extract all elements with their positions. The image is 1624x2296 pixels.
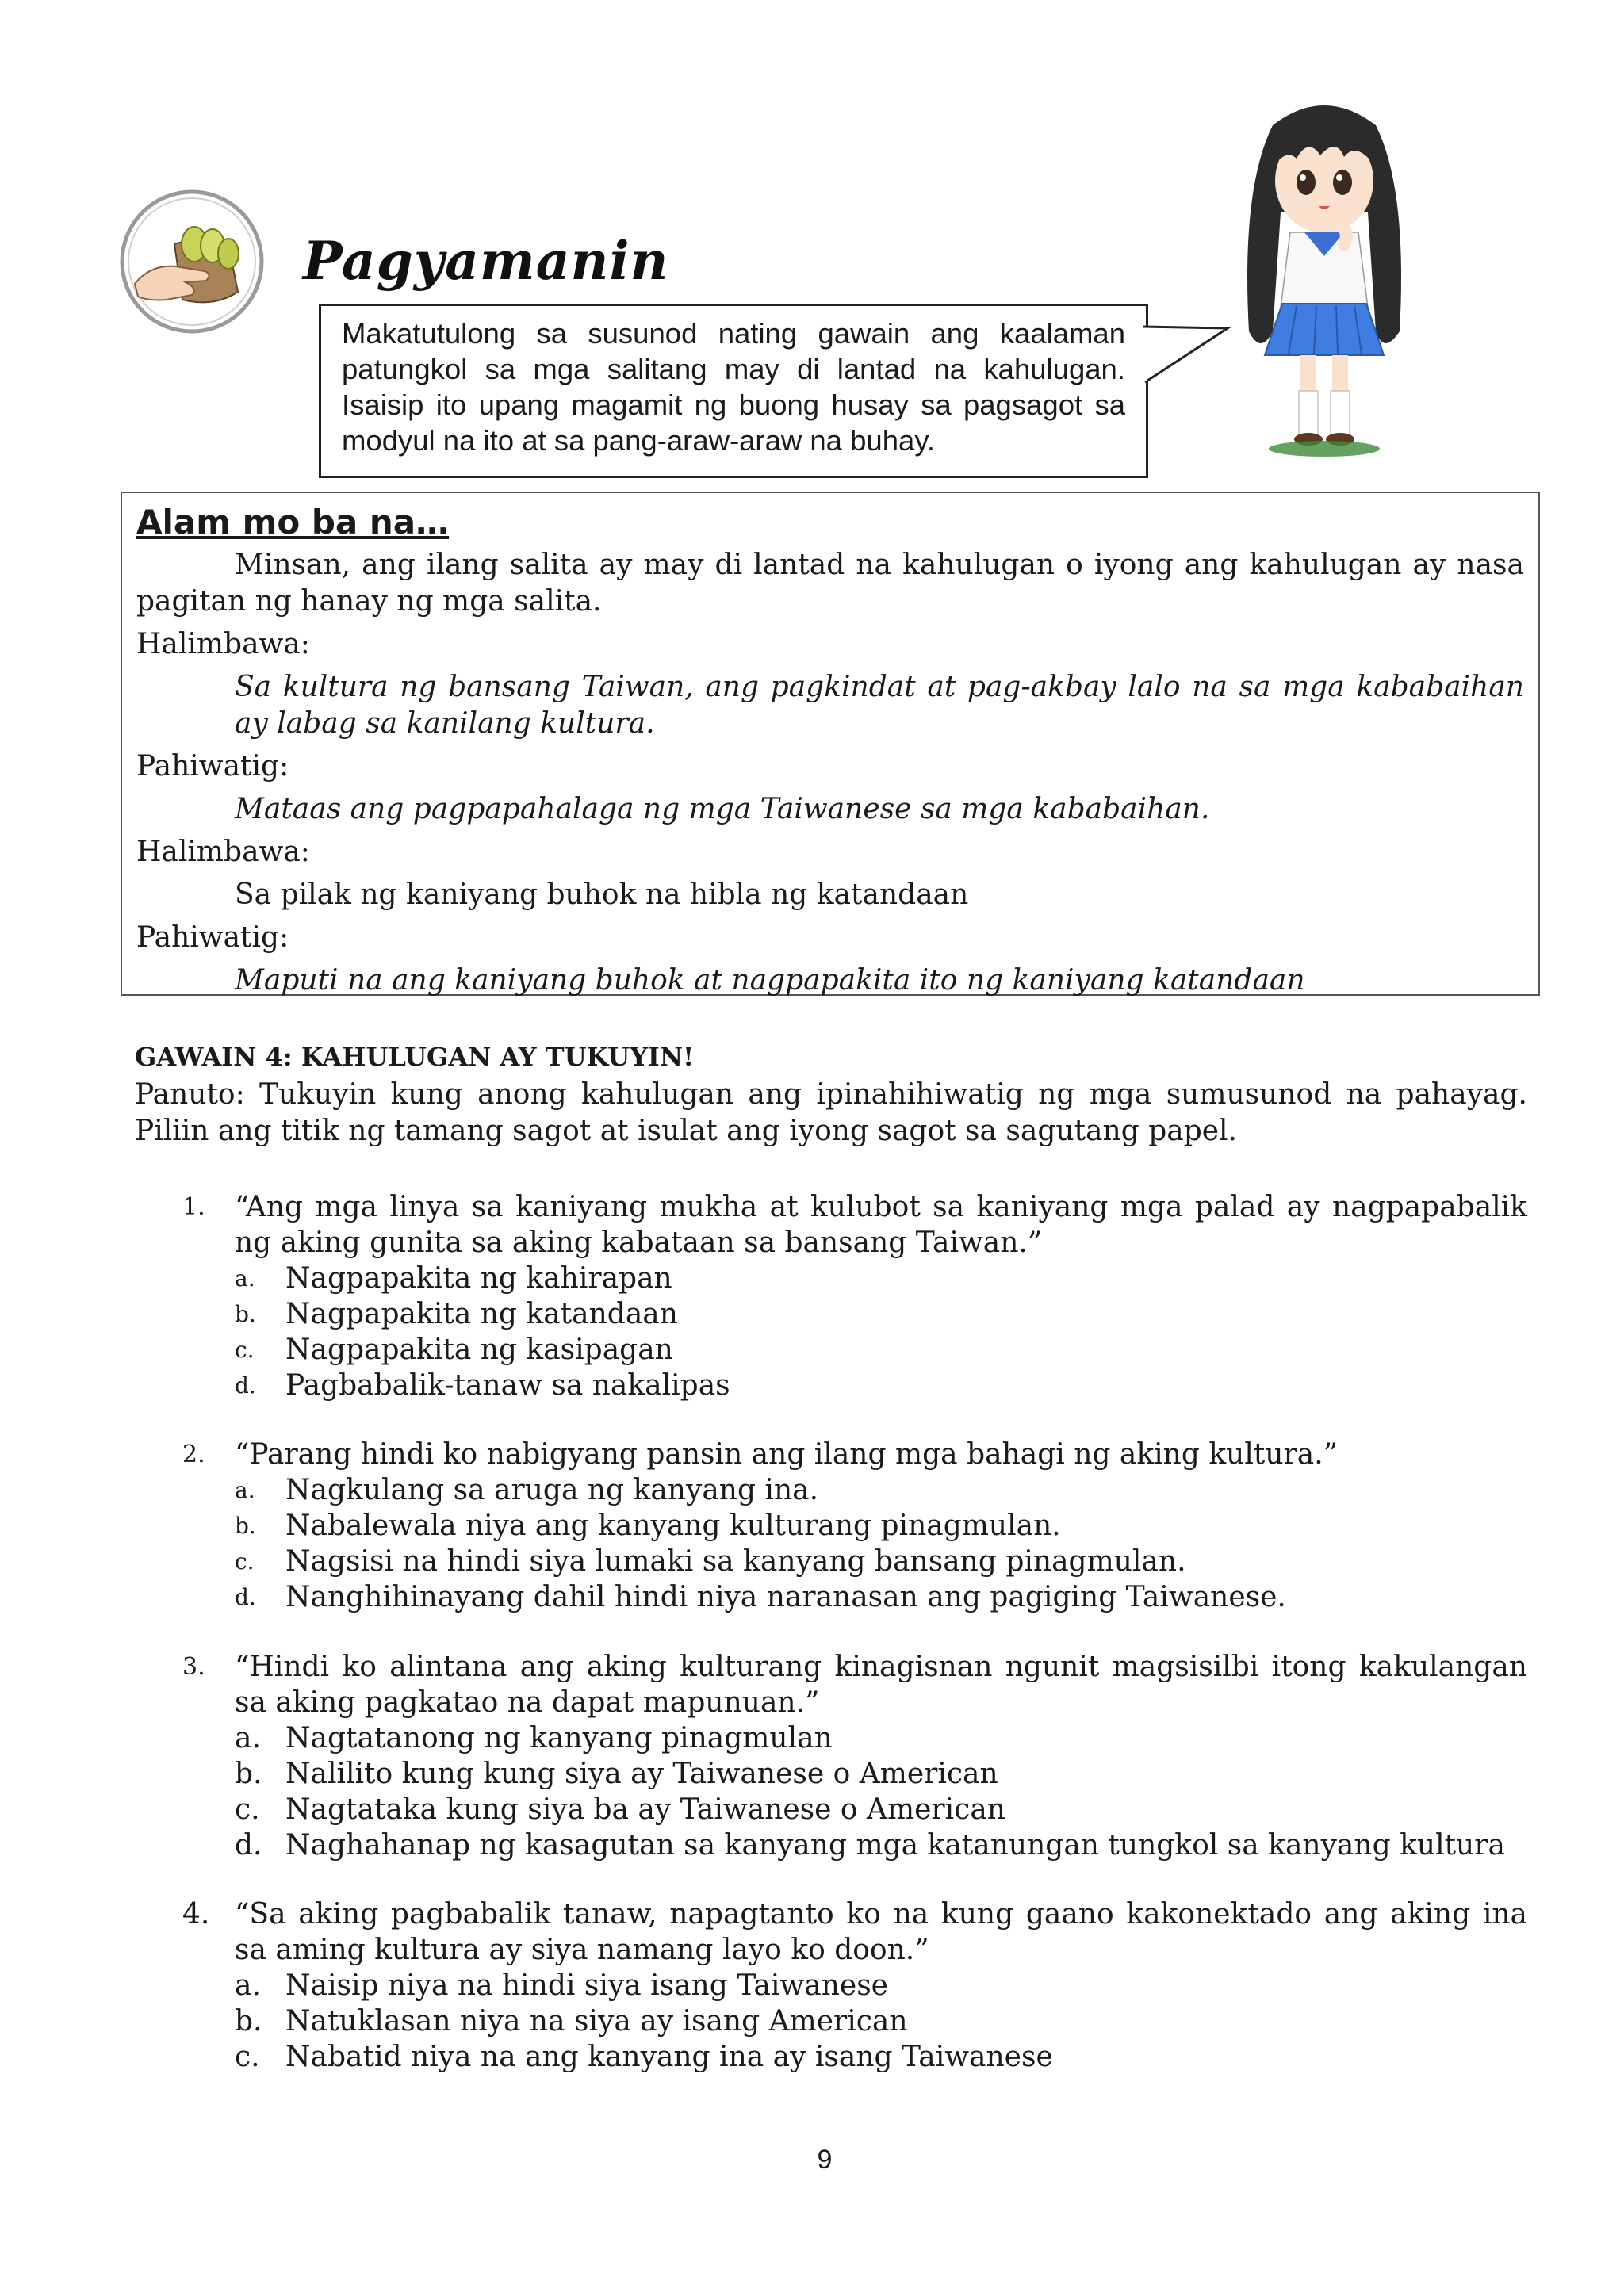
choice-c: [235, 1544, 1527, 1579]
activity-section: [135, 1039, 1527, 1150]
example-text-2: Sa pilak ng kaniyang buhok na hibla ng katandaan: [235, 878, 969, 911]
example-text-1: Sa kultura ng bansang Taiwan, ang pagkindat at pag-akbay lalo na sa mga kababaihan ay labag sa kanilang kultura.: [235, 671, 1524, 740]
choice-letter: b.: [235, 1301, 256, 1327]
question-2: [182, 1437, 1527, 1615]
choice-letter: b.: [235, 1513, 256, 1539]
choice-letter: d.: [235, 1372, 256, 1399]
cartoon-girl-illustration: [1225, 94, 1423, 466]
section-title: Pagyamanin: [303, 230, 669, 292]
info-heading: Alam mo ba na…: [136, 503, 450, 541]
choice-letter: a.: [235, 1265, 255, 1292]
choice-letter: b.: [235, 2005, 262, 2038]
choice-text: Nagsisi na hindi siya lumaki sa kanyang bansang pinagmulan.: [285, 1545, 1186, 1578]
activity-title: GAWAIN 4: KAHULUGAN AY TUKUYIN!: [135, 1042, 695, 1072]
choice-b: [235, 1296, 1527, 1332]
choice-text: Nagpapakita ng kahirapan: [285, 1262, 672, 1295]
choice-a: [235, 1720, 1527, 1756]
speech-bubble: [319, 304, 1148, 478]
speech-bubble-tail: [1142, 317, 1237, 396]
question-1: [182, 1189, 1527, 1403]
implication-text-1: Mataas ang pagpapahalaga ng mga Taiwanese sa mga kababaihan.: [235, 793, 1210, 825]
choice-list: [235, 1720, 1527, 1863]
info-intro: Minsan, ang ilang salita ay may di lantad na kahulugan o iyong ang kahulugan ay nasa pagitan ng hanay ng mga salita.: [136, 549, 1524, 618]
activity-instructions: Panuto: Tukuyin kung anong kahulugan ang ipinahihiwatig ng mga sumusunod na pahayag. Piliin ang titik ng tamang sagot at isulat ang iyong sagot sa sagutang papel.: [135, 1078, 1527, 1147]
question-text: “Ang mga linya sa kaniyang mukha at kulubot sa kaniyang mga palad ay nagpapabalik ng aking gunita sa aking kabataan sa bansang Taiwan.”: [235, 1191, 1527, 1259]
choice-text: Natuklasan niya na siya ay isang American: [285, 2005, 908, 2038]
choice-letter: a.: [235, 1722, 261, 1755]
question-number: 1.: [182, 1193, 205, 1221]
choice-text: Nagpapakita ng kasipagan: [285, 1334, 673, 1366]
question-text: “Parang hindi ko nabigyang pansin ang ilang mga bahagi ng aking kultura.”: [235, 1438, 1339, 1471]
choice-c: [235, 1792, 1527, 1827]
choice-text: Nagtatanong ng kanyang pinagmulan: [285, 1722, 833, 1755]
pagyamanin-section-icon: [119, 189, 265, 335]
choice-letter: c.: [235, 1337, 255, 1363]
question-number: 2.: [182, 1441, 205, 1468]
choice-letter: c.: [235, 2041, 260, 2073]
choice-b: [235, 2003, 1527, 2039]
choice-b: [235, 1508, 1527, 1544]
page-number: 9: [817, 2145, 833, 2175]
choice-text: Nabatid niya na ang kanyang ina ay isang Taiwanese: [285, 2041, 1053, 2073]
choice-a: [235, 1472, 1527, 1508]
implication-label-2: Pahiwatig:: [136, 921, 289, 954]
implication-text-2: Maputi na ang kaniyang buhok at nagpapakita ito ng kaniyang katandaan: [235, 964, 1305, 997]
choice-letter: d.: [235, 1829, 262, 1862]
choice-text: Nabalewala niya ang kanyang kulturang pinagmulan.: [285, 1510, 1061, 1542]
choice-c: [235, 2039, 1527, 2075]
choice-text: Nanghihinayang dahil hindi niya naranasan ang pagiging Taiwanese.: [285, 1581, 1286, 1613]
example-label-1: Halimbawa:: [136, 628, 310, 660]
choice-d: [235, 1368, 1527, 1403]
choice-letter: d.: [235, 1584, 256, 1610]
question-number: 3.: [182, 1653, 205, 1681]
choice-letter: a.: [235, 1969, 261, 2002]
choice-letter: a.: [235, 1477, 255, 1503]
question-number: 4.: [182, 1898, 210, 1931]
choice-letter: c.: [235, 1793, 260, 1826]
choice-list: [235, 1472, 1527, 1615]
info-box: [121, 492, 1540, 996]
choice-text: Naghahanap ng kasagutan sa kanyang mga katanungan tungkol sa kanyang kultura: [285, 1829, 1505, 1862]
choice-text: Pagbabalik-tanaw sa nakalipas: [285, 1369, 730, 1402]
implication-label-1: Pahiwatig:: [136, 750, 289, 783]
choice-b: [235, 1756, 1527, 1792]
choice-text: Nagpapakita ng katandaan: [285, 1298, 678, 1330]
choice-text: Nagtataka kung siya ba ay Taiwanese o American: [285, 1793, 1005, 1826]
choice-c: [235, 1332, 1527, 1368]
example-label-2: Halimbawa:: [136, 836, 310, 868]
question-text: “Sa aking pagbabalik tanaw, napagtanto ko na kung gaano kakonektado ang aking ina sa aming kultura ay siya namang layo ko doon.”: [235, 1898, 1527, 1966]
choice-list: [235, 1261, 1527, 1403]
question-3: [182, 1649, 1527, 1863]
question-text: “Hindi ko alintana ang aking kulturang kinagisnan ngunit magsisilbi itong kakulangan sa aking pagkatao na dapat mapunuan.”: [235, 1651, 1527, 1719]
choice-a: [235, 1261, 1527, 1296]
choice-d: [235, 1579, 1527, 1615]
question-4: [182, 1896, 1527, 2075]
choice-letter: b.: [235, 1758, 262, 1790]
choice-text: Nagkulang sa aruga ng kanyang ina.: [285, 1474, 819, 1506]
choice-text: Naisip niya na hindi siya isang Taiwanese: [285, 1969, 888, 2002]
choice-letter: c.: [235, 1548, 255, 1575]
choice-text: Nalilito kung kung siya ay Taiwanese o American: [285, 1758, 998, 1790]
choice-a: [235, 1968, 1527, 2003]
speech-bubble-text: Makatutulong sa susunod nating gawain ang kaalaman patungkol sa mga salitang may di lantad na kahulugan. Isaisip ito upang magamit ng buong husay sa pagsagot sa modyul na ito at sa pang-araw-araw na buhay.: [342, 317, 1125, 457]
choice-d: [235, 1827, 1527, 1863]
choice-list: [235, 1968, 1527, 2075]
